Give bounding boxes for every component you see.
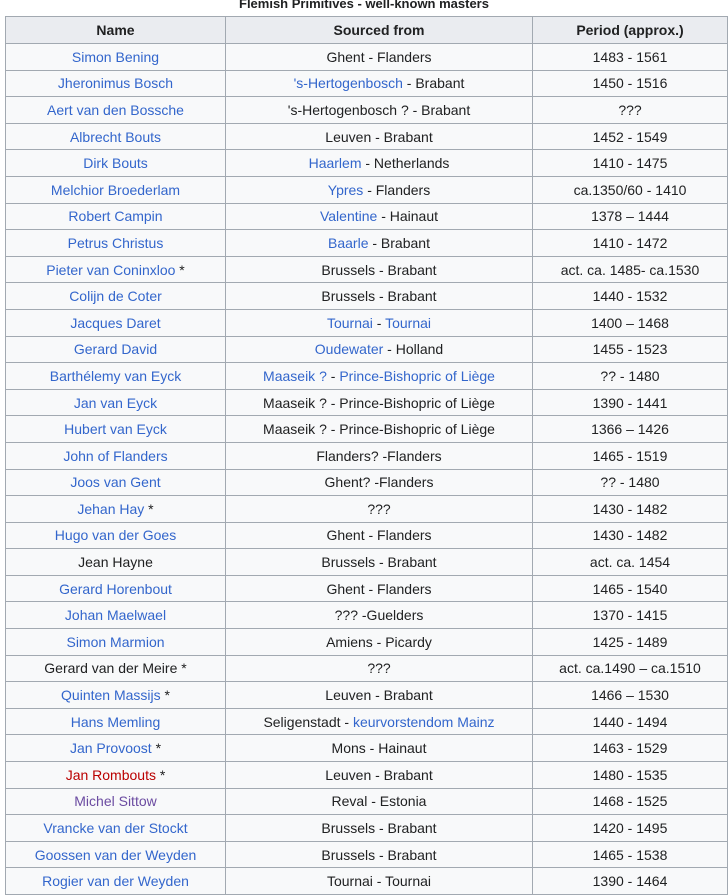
table-row [6, 522, 728, 549]
name-cell [6, 309, 226, 336]
name-cell [6, 123, 226, 150]
table-row [6, 309, 728, 336]
period-cell: 1440 - 1494 [533, 708, 728, 735]
period-cell: 1465 - 1540 [533, 575, 728, 602]
sourced-from-cell [226, 97, 533, 124]
painter-name-link[interactable]: Colijn de Coter [69, 288, 162, 305]
painter-name-link[interactable]: Jan Rombouts [65, 766, 156, 783]
place-text: - Netherlands [361, 155, 450, 172]
place-link[interactable]: 's-Hertogenbosch [293, 75, 403, 92]
place-text: Seligenstadt - [263, 713, 353, 730]
period-cell: 1366 – 1426 [533, 416, 728, 443]
column-header-name[interactable]: Name [6, 17, 226, 44]
period-cell: 1452 - 1549 [533, 123, 728, 150]
painter-name-link[interactable]: Jacques Daret [70, 314, 161, 331]
painter-name-link: Gerard van der Meire [44, 660, 178, 677]
painter-name-link[interactable]: Joos van Gent [70, 474, 161, 491]
painter-name-link[interactable]: Dirk Bouts [83, 155, 148, 172]
name-cell [6, 735, 226, 762]
name-cell [6, 815, 226, 842]
table-row [6, 97, 728, 124]
table-row [6, 203, 728, 230]
sourced-from-cell [226, 655, 533, 682]
name-cell [6, 416, 226, 443]
painter-name-link[interactable]: Rogier van der Weyden [42, 873, 189, 890]
name-cell [6, 868, 226, 895]
place-text: Ghent - Flanders [326, 580, 432, 597]
painter-name-link[interactable]: Barthélemy van Eyck [49, 367, 182, 384]
table-row [6, 602, 728, 629]
table-row [6, 176, 728, 203]
painter-name-link[interactable]: Hans Memling [70, 713, 161, 730]
table-row [6, 283, 728, 310]
sourced-from-cell [226, 203, 533, 230]
place-text: Ghent - Flanders [326, 527, 432, 544]
name-cell [6, 841, 226, 868]
sourced-from-cell [226, 575, 533, 602]
sourced-from-cell [226, 176, 533, 203]
name-cell [6, 256, 226, 283]
place-link[interactable]: Ypres [327, 181, 364, 198]
place-text: Brussels - Brabant [321, 554, 437, 571]
table-row [6, 389, 728, 416]
table-row [6, 363, 728, 390]
place-text: Tournai - Tournai [326, 873, 432, 890]
name-footnote-marker: * [160, 687, 170, 704]
name-cell [6, 655, 226, 682]
sourced-from-cell [226, 44, 533, 71]
painter-name-link[interactable]: Melchior Broederlam [50, 181, 181, 198]
place-text: - Holland [383, 341, 444, 358]
sourced-from-cell [226, 336, 533, 363]
name-cell [6, 70, 226, 97]
name-cell [6, 44, 226, 71]
period-cell: 1455 - 1523 [533, 336, 728, 363]
table-row [6, 575, 728, 602]
table-row [6, 336, 728, 363]
period-cell: ??? [533, 97, 728, 124]
place-text: Flanders? -Flanders [316, 447, 442, 464]
sourced-from-cell [226, 70, 533, 97]
sourced-from-cell [226, 868, 533, 895]
period-cell: 1450 - 1516 [533, 70, 728, 97]
name-cell [6, 496, 226, 523]
table-row [6, 230, 728, 257]
name-cell [6, 629, 226, 656]
painter-name-link[interactable]: Jehan Hay [77, 500, 145, 517]
period-cell: ?? - 1480 [533, 469, 728, 496]
table-row [6, 735, 728, 762]
place-text: Leuven - Brabant [325, 128, 433, 145]
place-text: Maaseik ? - Prince-Bishopric of Liège [263, 394, 495, 411]
name-footnote-marker: * [155, 766, 166, 783]
name-cell [6, 682, 226, 709]
place-text: - Hainaut [377, 208, 439, 225]
painter-name-link[interactable]: Hugo van der Goes [54, 527, 177, 544]
name-cell [6, 230, 226, 257]
table-row [6, 123, 728, 150]
name-footnote-marker: * [177, 660, 187, 677]
period-cell: 1465 - 1538 [533, 841, 728, 868]
place-text: Leuven - Brabant [325, 687, 433, 704]
place-link[interactable]: Maaseik ? [263, 367, 327, 384]
name-cell [6, 469, 226, 496]
painter-name-link[interactable]: Jheronimus Bosch [57, 75, 174, 92]
painter-name-link[interactable]: Petrus Christus [67, 234, 164, 251]
painter-name-link[interactable]: Aert van den Bossche [47, 101, 184, 118]
name-cell [6, 363, 226, 390]
sourced-from-cell [226, 230, 533, 257]
column-header-period[interactable]: Period (approx.) [533, 17, 728, 44]
place-text: Mons - Hainaut [331, 740, 427, 757]
name-cell [6, 708, 226, 735]
sourced-from-cell [226, 309, 533, 336]
period-cell: 1410 - 1475 [533, 150, 728, 177]
name-cell [6, 150, 226, 177]
place-link[interactable]: Oudewater [314, 341, 384, 358]
table-caption: Flemish Primitives - well-known masters [239, 0, 489, 11]
place-text: ??? -Guelders [334, 607, 424, 624]
region-link[interactable]: Tournai [385, 314, 432, 331]
place-text: Brussels - Brabant [321, 288, 437, 305]
place-text: Leuven - Brabant [325, 766, 433, 783]
place-text: Ghent? -Flanders [324, 474, 434, 491]
name-cell [6, 442, 226, 469]
sourced-from-cell [226, 123, 533, 150]
period-cell: 1465 - 1519 [533, 442, 728, 469]
sourced-from-cell [226, 708, 533, 735]
sourced-from-cell [226, 150, 533, 177]
period-cell: 1430 - 1482 [533, 496, 728, 523]
painter-name-link[interactable]: John of Flanders [63, 447, 168, 464]
painter-name-link[interactable]: Johan Maelwael [64, 607, 167, 624]
sourced-from-cell [226, 735, 533, 762]
period-cell: 1463 - 1529 [533, 735, 728, 762]
place-link[interactable]: Tournai [326, 314, 373, 331]
sourced-from-cell [226, 363, 533, 390]
table-row [6, 762, 728, 789]
table-row [6, 868, 728, 895]
period-cell: ?? - 1480 [533, 363, 728, 390]
period-cell: 1425 - 1489 [533, 629, 728, 656]
painter-name-link[interactable]: Vrancke van der Stockt [43, 820, 188, 837]
painter-name-link[interactable]: Hubert van Eyck [64, 421, 167, 438]
table-row [6, 708, 728, 735]
name-footnote-marker: * [175, 261, 185, 278]
painter-name-link: Jean Hayne [78, 554, 153, 571]
name-cell [6, 602, 226, 629]
sourced-from-cell [226, 522, 533, 549]
name-cell [6, 336, 226, 363]
sourced-from-cell [226, 841, 533, 868]
place-text: - [372, 314, 386, 331]
place-text: - Brabant [368, 234, 430, 251]
period-cell: 1468 - 1525 [533, 788, 728, 815]
table-row [6, 549, 728, 576]
name-cell [6, 176, 226, 203]
period-cell: 1430 - 1482 [533, 522, 728, 549]
name-cell [6, 575, 226, 602]
sourced-from-cell [226, 442, 533, 469]
period-cell: act. ca. 1485- ca.1530 [533, 256, 728, 283]
name-footnote-marker: * [151, 740, 162, 757]
table-row [6, 469, 728, 496]
place-text: Brussels - Brabant [321, 846, 437, 863]
table-row [6, 629, 728, 656]
period-cell: 1440 - 1532 [533, 283, 728, 310]
table-row [6, 44, 728, 71]
place-link[interactable]: Baarle [328, 234, 369, 251]
sourced-from-cell [226, 389, 533, 416]
period-cell: 1483 - 1561 [533, 44, 728, 71]
place-text: Brussels - Brabant [321, 820, 437, 837]
table-row [6, 841, 728, 868]
name-cell [6, 788, 226, 815]
period-cell: 1390 - 1441 [533, 389, 728, 416]
sourced-from-cell [226, 256, 533, 283]
name-cell [6, 97, 226, 124]
period-cell: 1378 – 1444 [533, 203, 728, 230]
period-cell: 1466 – 1530 [533, 682, 728, 709]
table-row [6, 655, 728, 682]
place-text: - Brabant [402, 75, 465, 92]
region-link[interactable]: Prince-Bishopric of Liège [339, 367, 495, 384]
sourced-from-cell [226, 815, 533, 842]
name-cell [6, 762, 226, 789]
painter-name-link[interactable]: Simon Bening [71, 48, 160, 65]
place-text: Ghent - Flanders [326, 48, 432, 65]
place-text: 's-Hertogenbosch ? - Brabant [287, 101, 471, 118]
period-cell: 1410 - 1472 [533, 230, 728, 257]
painter-name-link[interactable]: Michel Sittow [74, 793, 157, 810]
name-cell [6, 522, 226, 549]
painter-name-link[interactable]: Quinten Massijs [61, 687, 161, 704]
sourced-from-cell [226, 602, 533, 629]
period-cell: act. ca.1490 – ca.1510 [533, 655, 728, 682]
region-link[interactable]: keurvorstendom Mainz [352, 713, 495, 730]
column-header-sourced-from[interactable]: Sourced from [226, 17, 533, 44]
sourced-from-cell [226, 682, 533, 709]
header-row [6, 17, 728, 44]
table-row [6, 496, 728, 523]
place-link[interactable]: Haarlem [308, 155, 362, 172]
period-cell: 1480 - 1535 [533, 762, 728, 789]
painter-name-link[interactable]: Goossen van der Weyden [34, 846, 197, 863]
place-text: - Flanders [363, 181, 431, 198]
table-row [6, 682, 728, 709]
period-cell: ca.1350/60 - 1410 [533, 176, 728, 203]
painter-name-link[interactable]: Jan van Eyck [73, 394, 158, 411]
place-link[interactable]: Valentine [319, 208, 378, 225]
sourced-from-cell [226, 283, 533, 310]
period-cell: act. ca. 1454 [533, 549, 728, 576]
period-cell: 1400 – 1468 [533, 309, 728, 336]
table-row [6, 70, 728, 97]
table-row [6, 416, 728, 443]
sourced-from-cell [226, 416, 533, 443]
place-text: Reval - Estonia [331, 793, 427, 810]
table-row [6, 150, 728, 177]
table-row [6, 788, 728, 815]
place-text: Brussels - Brabant [321, 261, 437, 278]
table-row [6, 815, 728, 842]
table-row [6, 442, 728, 469]
period-cell: 1390 - 1464 [533, 868, 728, 895]
period-cell: 1420 - 1495 [533, 815, 728, 842]
masters-table [5, 16, 728, 895]
name-cell [6, 283, 226, 310]
name-cell [6, 549, 226, 576]
name-footnote-marker: * [144, 500, 154, 517]
period-cell: 1370 - 1415 [533, 602, 728, 629]
place-text: ??? [367, 660, 391, 677]
place-text: Maaseik ? - Prince-Bishopric of Liège [263, 421, 495, 438]
sourced-from-cell [226, 549, 533, 576]
sourced-from-cell [226, 469, 533, 496]
table-row [6, 256, 728, 283]
place-text: Amiens - Picardy [326, 633, 432, 650]
painter-name-link[interactable]: Pieter van Coninxloo [46, 261, 176, 278]
painter-name-link[interactable]: Albrecht Bouts [69, 128, 162, 145]
sourced-from-cell [226, 762, 533, 789]
painter-name-link[interactable]: Simon Marmion [66, 633, 165, 650]
sourced-from-cell [226, 629, 533, 656]
name-cell [6, 389, 226, 416]
painter-name-link[interactable]: Gerard Horenbout [59, 580, 172, 597]
place-text: ??? [367, 500, 391, 517]
painter-name-link[interactable]: Gerard David [73, 341, 158, 358]
sourced-from-cell [226, 496, 533, 523]
painter-name-link[interactable]: Jan Provoost [69, 740, 152, 757]
name-cell [6, 203, 226, 230]
painter-name-link[interactable]: Robert Campin [68, 208, 163, 225]
place-text: - [326, 367, 340, 384]
sourced-from-cell [226, 788, 533, 815]
